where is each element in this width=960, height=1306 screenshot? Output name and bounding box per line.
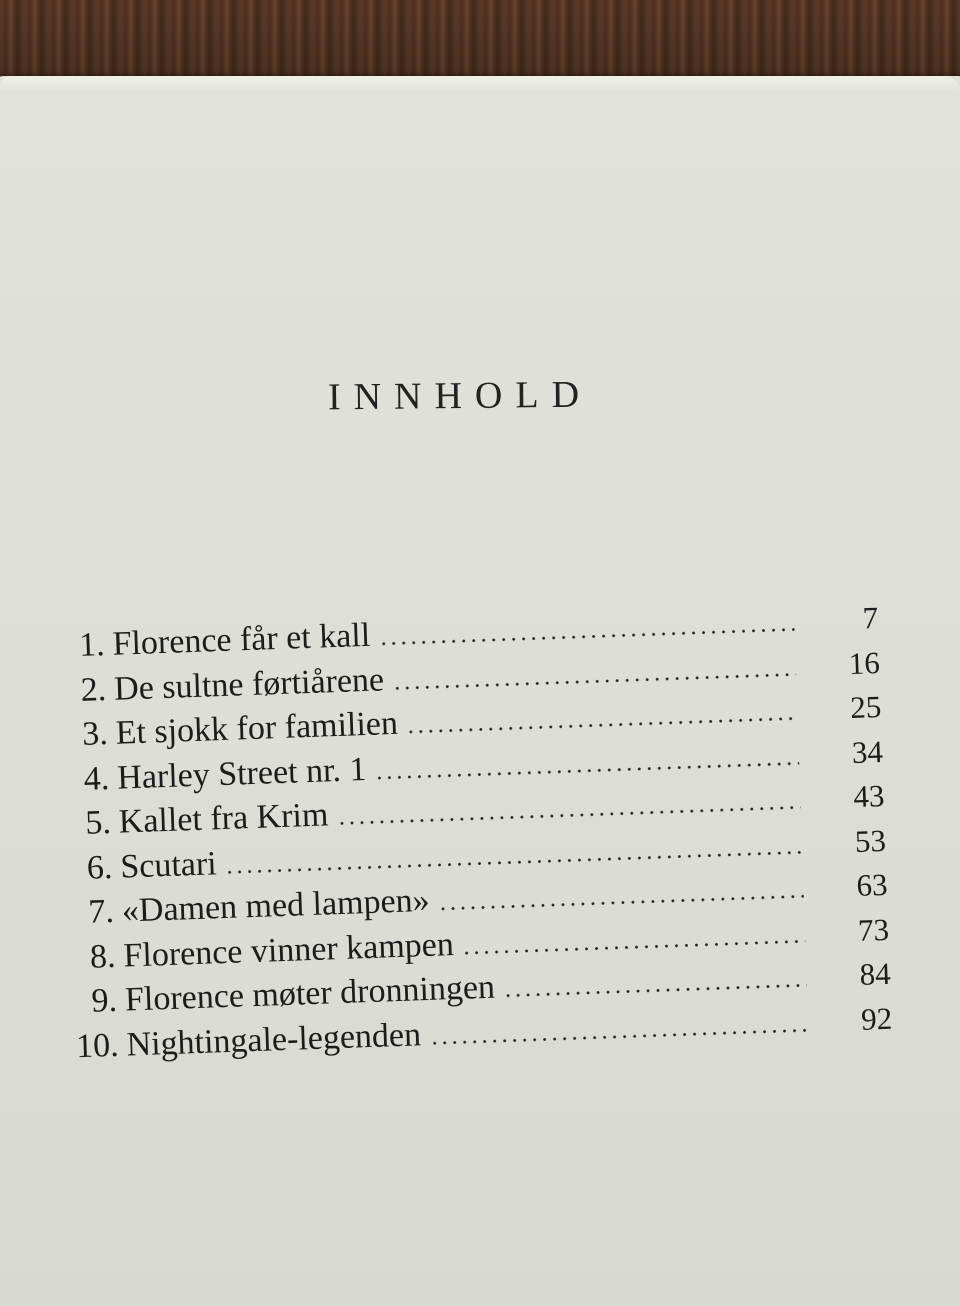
chapter-number: 1. — [78, 626, 106, 664]
chapter-number: 9. — [90, 981, 118, 1020]
chapter-number: 5. — [84, 803, 112, 842]
dot-leader — [429, 1028, 808, 1044]
chapter-number: 3. — [81, 714, 109, 753]
dot-leader — [406, 717, 798, 734]
page-number: 16 — [848, 644, 881, 681]
page-edge — [0, 76, 960, 92]
table-of-contents — [48, 599, 893, 1073]
chapter-number: 10. — [75, 1026, 120, 1065]
chapter-title: Scutari — [119, 844, 218, 886]
chapter-number: 2. — [80, 670, 107, 709]
chapter-title: Harley Street nr. 1 — [116, 750, 368, 797]
dot-leader — [337, 806, 801, 825]
page-number: 92 — [860, 1000, 893, 1037]
page-number: 34 — [851, 733, 884, 770]
chapter-title: Et sjokk for familien — [115, 704, 399, 752]
chapter-title: De sultne førtiårene — [113, 660, 385, 708]
dot-leader — [378, 628, 794, 646]
dot-leader — [438, 895, 804, 911]
chapter-title: Kallet fra Krim — [118, 796, 329, 841]
chapter-title: Nightingale-legenden — [125, 1015, 422, 1063]
chapter-title: «Damen med lampen» — [121, 881, 431, 930]
dot-leader — [375, 761, 800, 779]
page-number: 25 — [849, 688, 882, 726]
dot-leader — [503, 984, 807, 998]
page-number: 63 — [855, 866, 889, 903]
page-number: 43 — [852, 777, 885, 814]
dot-leader — [392, 672, 796, 689]
page-number: 7 — [862, 600, 879, 636]
page-number: 53 — [854, 822, 887, 859]
chapter-title: Florence vinner kampen — [122, 925, 455, 975]
chapter-number: 4. — [83, 759, 110, 798]
chapter-number: 6. — [86, 848, 114, 887]
page-number: 84 — [858, 955, 892, 992]
page-title: INNHOLD — [327, 373, 593, 419]
dot-leader — [225, 850, 802, 873]
chapter-title: Florence får et kall — [111, 616, 371, 663]
chapter-number: 7. — [87, 892, 115, 931]
chapter-title: Florence møter dronningen — [124, 968, 496, 1019]
dot-leader — [462, 939, 805, 954]
chapter-number: 8. — [89, 937, 117, 976]
page-number: 73 — [857, 911, 890, 948]
